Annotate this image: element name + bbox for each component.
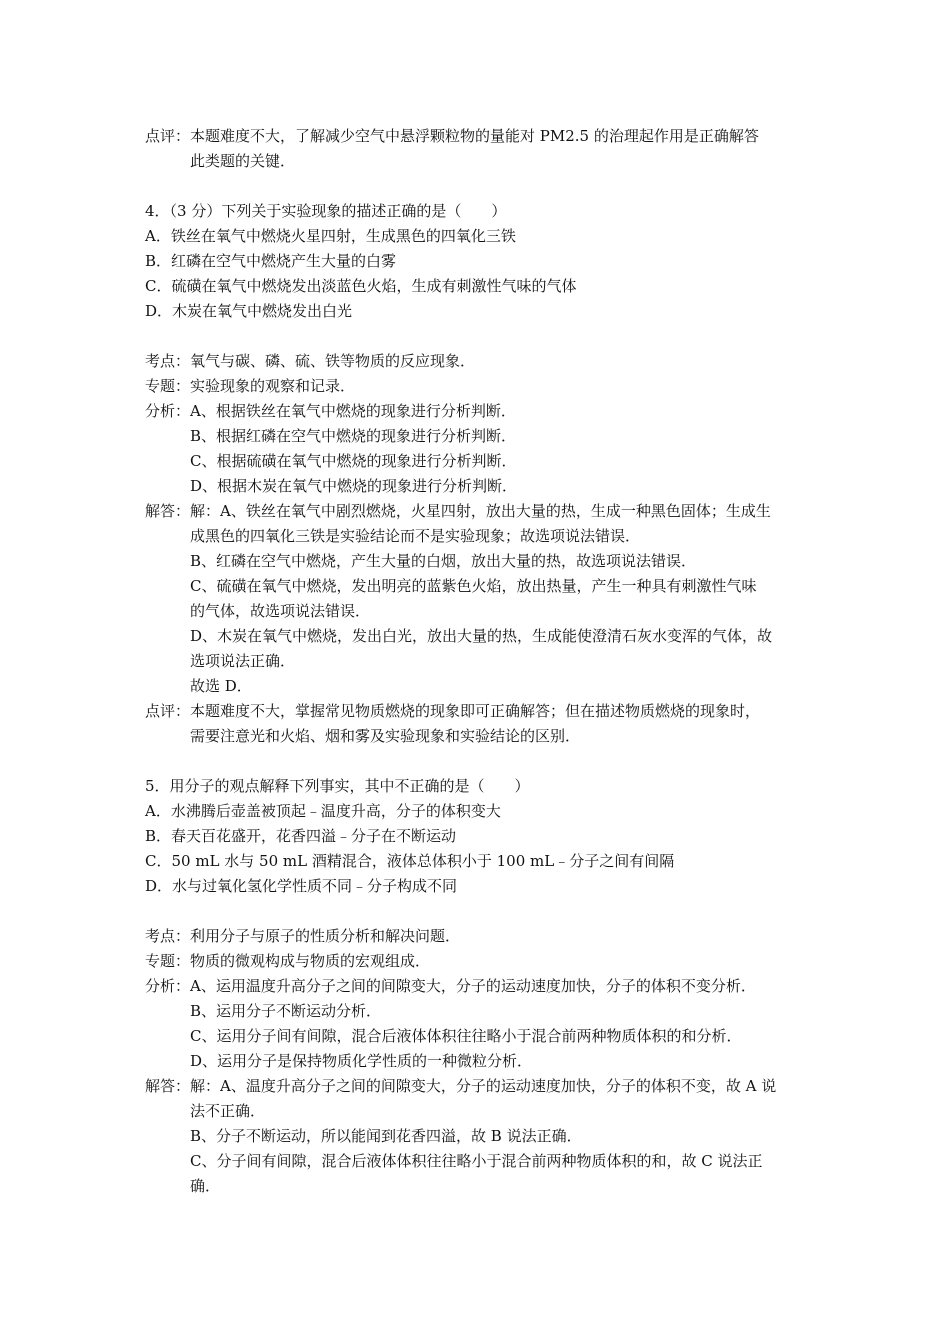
option-a: A．铁丝在氧气中燃烧火星四射，生成黑色的四氧化三铁 bbox=[145, 227, 516, 245]
question-stem: 5．用分子的观点解释下列事实，其中不正确的是（ ） bbox=[145, 777, 530, 795]
fenxi-line: 分析：A、运用温度升高分子之间的间隙变大，分子的运动速度加快，分子的体积不变分析． bbox=[145, 977, 756, 995]
jieda-line: B、分子不断运动，所以能闻到花香四溢，故 B 说法正确． bbox=[190, 1127, 582, 1145]
fenxi-line: B、根据红磷在空气中燃烧的现象进行分析判断． bbox=[190, 427, 517, 445]
fenxi-line: B、运用分子不断运动分析． bbox=[190, 1002, 382, 1020]
zhuanti-line: 专题：实验现象的观察和记录． bbox=[145, 377, 356, 395]
jieda-line: B、红磷在空气中燃烧，产生大量的白烟，放出大量的热，故选项说法错误． bbox=[190, 552, 697, 570]
jieda-line: C、分子间有间隙，混合后液体体积往往略小于混合前两种物质体积的和，故 C 说法正 bbox=[190, 1152, 763, 1170]
question-stem: 4．（3 分）下列关于实验现象的描述正确的是（ ） bbox=[145, 202, 507, 220]
option-b: B．春天百花盛开，花香四溢﹣分子在不断运动 bbox=[145, 827, 457, 845]
fenxi-line: 分析：A、根据铁丝在氧气中燃烧的现象进行分析判断． bbox=[145, 402, 516, 420]
jieda-line: 成黑色的四氧化三铁是实验结论而不是实验现象；故选项说法错误． bbox=[190, 527, 641, 545]
jieda-line: 的气体，故选项说法错误． bbox=[190, 602, 371, 620]
option-d: D．木炭在氧气中燃烧发出白光 bbox=[145, 302, 353, 320]
kaodian-line: 考点：利用分子与原子的性质分析和解决问题． bbox=[145, 927, 461, 945]
option-c: C．硫磺在氧气中燃烧发出淡蓝色火焰，生成有刺激性气味的气体 bbox=[145, 277, 577, 295]
option-b: B．红磷在空气中燃烧产生大量的白雾 bbox=[145, 252, 397, 270]
kaodian-line: 考点：氧气与碳、磷、硫、铁等物质的反应现象． bbox=[145, 352, 476, 370]
jieda-line: 选项说法正确． bbox=[190, 652, 296, 670]
jieda-line: 解答：解：A、温度升高分子之间的间隙变大，分子的运动速度加快，分子的体积不变，故 A 说 bbox=[145, 1077, 777, 1095]
jieda-line: 法不正确． bbox=[190, 1102, 266, 1120]
jieda-line: 解答：解：A、铁丝在氧气中剧烈燃烧，火星四射，放出大量的热，生成一种黑色固体；生成生 bbox=[145, 502, 771, 520]
fenxi-line: D、根据木炭在氧气中燃烧的现象进行分析判断． bbox=[190, 477, 518, 495]
dianping-line: 点评：本题难度不大，掌握常见物质燃烧的现象即可正确解答；但在描述物质燃烧的现象时， bbox=[145, 702, 761, 720]
review-line: 点评：本题难度不大，了解减少空气中悬浮颗粒物的量能对 PM2.5 的治理起作用是正确解答 bbox=[145, 127, 759, 145]
jieda-line: D、木炭在氧气中燃烧，发出白光，放出大量的热，生成能使澄清石灰水变浑的气体，故 bbox=[190, 627, 773, 645]
zhuanti-line: 专题：物质的微观构成与物质的宏观组成． bbox=[145, 952, 431, 970]
fenxi-line: C、根据硫磺在氧气中燃烧的现象进行分析判断． bbox=[190, 452, 517, 470]
fenxi-line: C、运用分子间有间隙，混合后液体体积往往略小于混合前两种物质体积的和分析． bbox=[190, 1027, 742, 1045]
review-line: 此类题的关键． bbox=[190, 152, 296, 170]
option-a: A．水沸腾后壶盖被顶起﹣温度升高，分子的体积变大 bbox=[145, 802, 501, 820]
dianping-line: 需要注意光和火焰、烟和雾及实验现象和实验结论的区别． bbox=[190, 727, 581, 745]
fenxi-line: D、运用分子是保持物质化学性质的一种微粒分析． bbox=[190, 1052, 533, 1070]
jieda-line: C、硫磺在氧气中燃烧，发出明亮的蓝紫色火焰，放出热量，产生一种具有刺激性气味 bbox=[190, 577, 757, 595]
jieda-line: 确． bbox=[190, 1177, 221, 1195]
option-d: D．水与过氧化氢化学性质不同﹣分子构成不同 bbox=[145, 877, 458, 895]
jieda-line: 故选 D． bbox=[190, 677, 252, 695]
option-c: C．50 mL 水与 50 mL 酒精混合，液体总体积小于 100 mL﹣分子之间有间隔 bbox=[145, 852, 675, 870]
